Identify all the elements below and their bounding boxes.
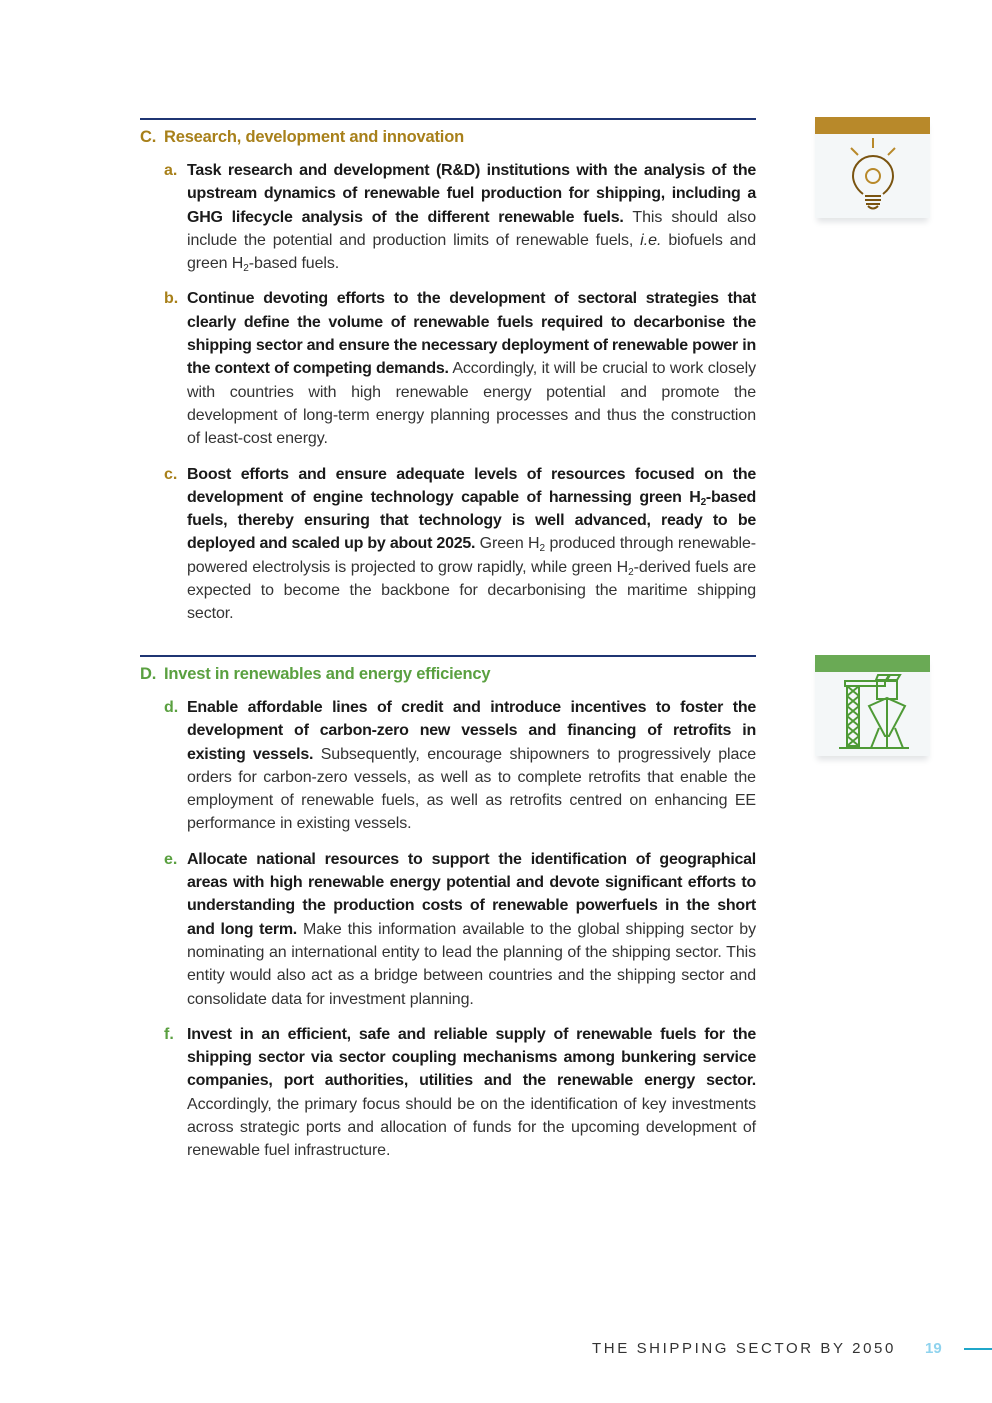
section-research-development <box>140 118 756 626</box>
text-run: Allocate national resources to support the identification of geographical areas with high renewable energy potential and devote significant efforts to understanding the production costs of renewable powerfuels in the short and long term. <box>187 850 756 938</box>
item-letter: d. <box>164 699 179 716</box>
text-run: This should also include the potential and production limits of renewable fuels, <box>187 208 756 249</box>
text-run: Continue devoting efforts to the development of sectoral strategies that clearly define the volume of renewable fuels required to decarbonise the shipping sector and ensure the necessary deployment of renewable power in the context of competing demands. <box>187 290 756 378</box>
text-run: Make this information available to the global shipping sector by nominating an international entity to lead the planning of the shipping sector. This entity would also act as a bridge between countries and the shipping sector and consolidate data for investment planning. <box>187 920 756 1008</box>
subscript: 2 <box>700 496 706 508</box>
section-rule <box>140 655 756 657</box>
item-letter: f. <box>164 1025 174 1043</box>
footer-title: THE SHIPPING SECTOR BY 2050 <box>592 1340 896 1357</box>
item-letter: c. <box>164 465 178 483</box>
item-letter: b. <box>164 290 179 308</box>
text-run: -derived fuels are expected to become the backbone for decarbonising the maritime shipping sector. <box>187 558 756 623</box>
page-number: 19 <box>925 1340 942 1357</box>
page-number-rule <box>964 1348 992 1350</box>
text-run: Green H <box>475 535 540 553</box>
section-heading <box>140 665 756 684</box>
port-crane-ship-icon <box>833 672 913 752</box>
bold-text <box>187 1026 756 1090</box>
text-run: Accordingly, the primary focus should be on the identification of key investments across strategic ports and allocation of funds for the upcoming development of renewable fuel infrastructure. <box>187 1095 756 1160</box>
text-run: -based fuels. <box>248 255 340 273</box>
subscript: 2 <box>539 543 546 555</box>
section-letter: C. <box>140 128 157 146</box>
item-letter: e. <box>164 850 178 868</box>
section-heading <box>140 128 756 147</box>
text-run: biofuels and green H <box>187 231 757 273</box>
item-letter: a. <box>164 162 178 179</box>
italic-text: i.e. <box>640 231 662 249</box>
lightbulb-icon <box>833 134 913 214</box>
list-item <box>140 463 756 626</box>
text-run: Invest in an efficient, safe and reliable supply of renewable fuels for the shipping sector via sector coupling mechanisms among bunkering service companies, port authorities, utilities and the renewable energy sector. <box>187 1025 756 1090</box>
text-run: Enable affordable lines of credit and introduce incentives to foster the development of carbon-zero new vessels and financing of retrofits in existing vessels. <box>187 699 756 763</box>
section-letter: D. <box>140 665 157 683</box>
port-icon-card <box>815 655 930 756</box>
section-rule <box>140 118 756 120</box>
subscript: 2 <box>243 263 249 275</box>
list-item <box>140 848 756 1011</box>
list-item <box>140 1023 756 1163</box>
text-run: produced through renewable-powered electrolysis is projected to grow rapidly, while green H <box>187 535 756 576</box>
text-run: Boost efforts and ensure adequate levels of resources focused on the development of engine technology capable of harnessing green H <box>187 465 756 506</box>
bold-text <box>187 466 756 506</box>
list-item <box>140 287 756 450</box>
section-invest-renewables <box>140 655 756 1163</box>
section-title: Invest in renewables and energy efficiency <box>164 665 491 683</box>
text-run: Task research and development (R&D) institutions with the analysis of the upstream dynamics of renewable fuel production for shipping, including a GHG lifecycle analysis of the different renewable fuels. <box>187 162 756 226</box>
text-run: Accordingly, it will be crucial to work closely with countries with high renewable energy potential and promote the development of long-term energy planning processes and thus the construction of least-cost energy. <box>187 360 757 448</box>
list-item <box>140 159 756 275</box>
lightbulb-icon-card <box>815 117 930 218</box>
section-title: Research, development and innovation <box>164 128 464 146</box>
subscript: 2 <box>628 566 634 578</box>
text-run: -based fuels, thereby ensuring that technology is well advanced, ready to be deployed and scaled up by about 2025. <box>187 488 756 553</box>
list-item <box>140 696 756 836</box>
text-run: Subsequently, encourage shipowners to progressively place orders for carbon-zero vessels, as well as to complete retrofits that enable the employment of renewable fuels, as well as retrofits centred on enhancing EE performance in existing vessels. <box>187 745 757 833</box>
